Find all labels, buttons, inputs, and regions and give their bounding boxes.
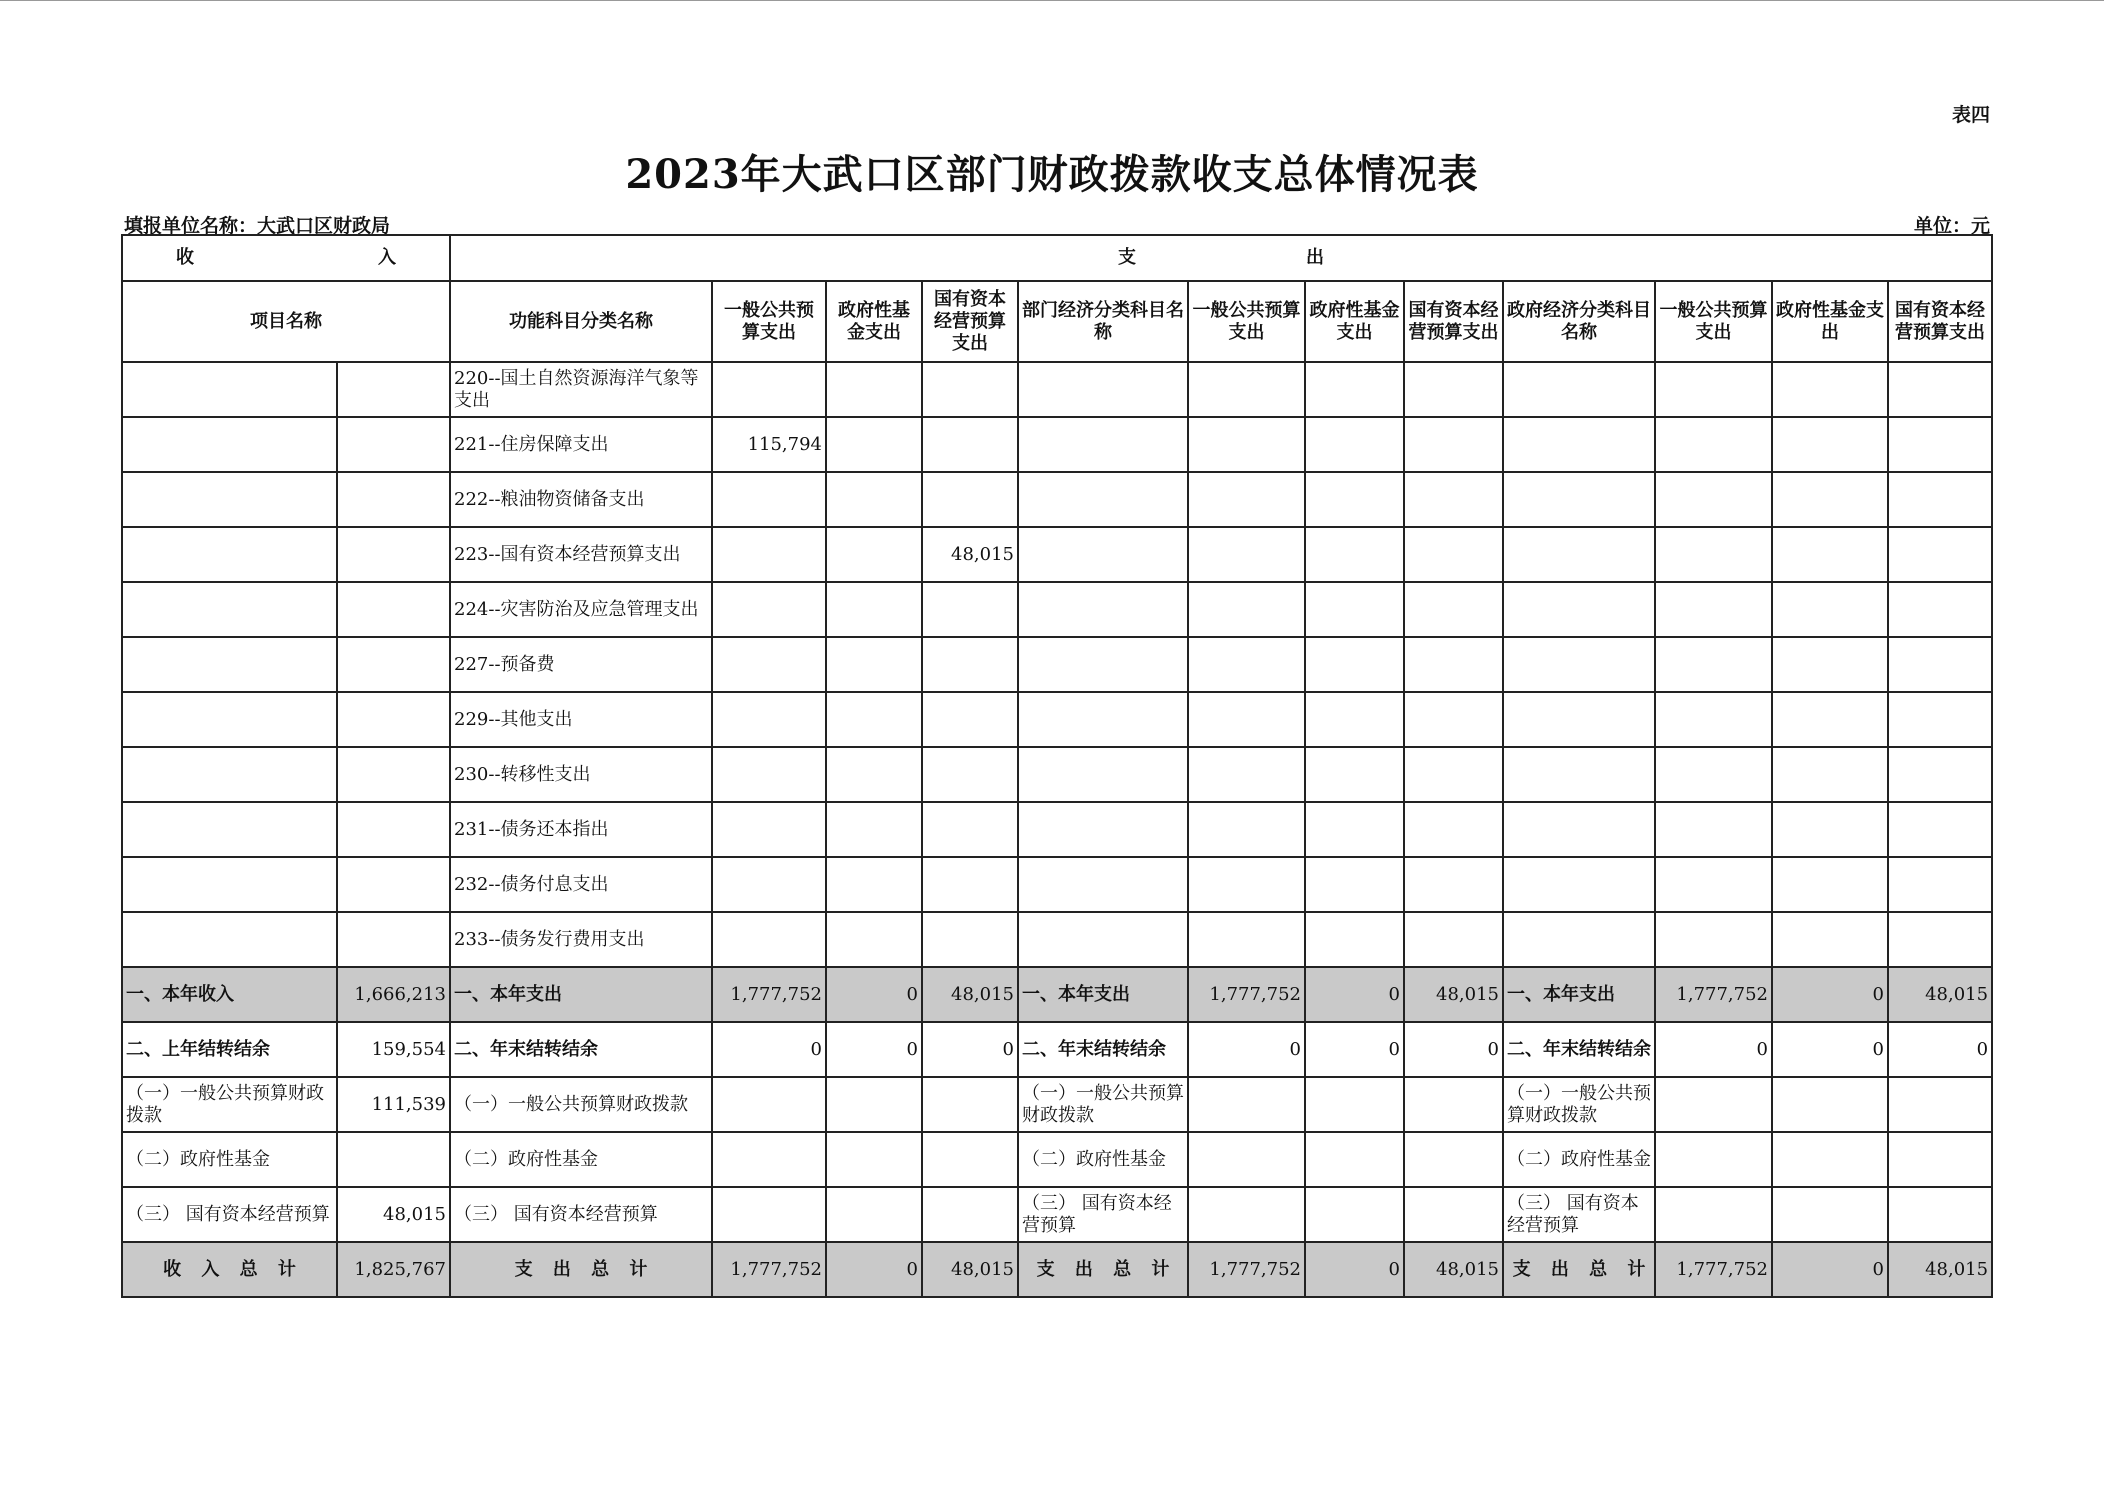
empty-cell	[922, 1077, 1018, 1132]
gov-gov-fund-value: 0	[1772, 967, 1888, 1022]
empty-cell	[1772, 912, 1888, 967]
empty-cell	[1018, 417, 1188, 472]
func-gov-fund-value	[826, 362, 922, 417]
empty-cell	[1888, 1132, 1992, 1187]
empty-cell	[1305, 802, 1404, 857]
empty-cell	[1503, 692, 1655, 747]
empty-cell	[1305, 692, 1404, 747]
func-gen-public-value: 1,777,752	[712, 967, 826, 1022]
empty-cell	[1404, 362, 1503, 417]
func-state-capital-value: 0	[922, 1022, 1018, 1077]
gov-expense-label: 一、本年支出	[1503, 967, 1655, 1022]
empty-cell	[1404, 1077, 1503, 1132]
func-gen-public-value	[712, 747, 826, 802]
func-state-capital-value	[922, 747, 1018, 802]
gov-expense-label: 二、年末结转结余	[1503, 1022, 1655, 1077]
empty-cell	[1018, 362, 1188, 417]
func-gov-fund-value	[826, 582, 922, 637]
dept-state-capital-value: 48,015	[1404, 1242, 1503, 1297]
income-item-cell	[122, 417, 337, 472]
empty-cell	[1655, 637, 1772, 692]
income-item-cell	[122, 692, 337, 747]
income-label: 收 入 总 计	[122, 1242, 337, 1297]
income-value: 1,825,767	[337, 1242, 450, 1297]
empty-cell	[1888, 747, 1992, 802]
dept-gov-fund-value: 0	[1305, 1022, 1404, 1077]
empty-cell	[1888, 582, 1992, 637]
func-state-capital-value	[922, 912, 1018, 967]
func-gov-fund-value	[826, 637, 922, 692]
carryover-row	[122, 1022, 1992, 1077]
func-gen-public-value: 1,777,752	[712, 1242, 826, 1297]
empty-cell	[1888, 802, 1992, 857]
func-class-name: 229--其他支出	[450, 692, 712, 747]
empty-cell	[1188, 692, 1305, 747]
income-value-cell	[337, 362, 450, 417]
empty-cell	[1655, 582, 1772, 637]
func-class-name: 230--转移性支出	[450, 747, 712, 802]
func-gen-public-value	[712, 362, 826, 417]
func-state-capital-value	[922, 472, 1018, 527]
dept-gen-public-value: 0	[1188, 1022, 1305, 1077]
empty-cell	[712, 1187, 826, 1242]
empty-cell	[1305, 1187, 1404, 1242]
empty-cell	[1888, 1077, 1992, 1132]
func-gov-fund-value: 0	[826, 1022, 922, 1077]
empty-cell	[1018, 692, 1188, 747]
func-gov-fund-value	[826, 747, 922, 802]
empty-cell	[1188, 637, 1305, 692]
income-value-cell	[337, 747, 450, 802]
empty-cell	[1772, 472, 1888, 527]
appropriation-table	[121, 234, 1993, 1298]
func-gov-fund-value	[826, 912, 922, 967]
empty-cell	[1188, 582, 1305, 637]
col-func-class: 功能科目分类名称	[450, 281, 712, 362]
func-state-capital-value	[922, 692, 1018, 747]
empty-cell	[1305, 637, 1404, 692]
gov-gov-fund-value: 0	[1772, 1242, 1888, 1297]
empty-cell	[1018, 802, 1188, 857]
empty-cell	[1772, 692, 1888, 747]
empty-cell	[1404, 692, 1503, 747]
col-state-capital-2: 国有资本经营预算支出	[1404, 281, 1503, 362]
gov-sub-label: （三） 国有资本经营预算	[1503, 1187, 1655, 1242]
empty-cell	[1655, 857, 1772, 912]
header-row-top	[122, 235, 1992, 281]
func-gov-fund-value: 0	[826, 1242, 922, 1297]
dept-expense-label: 二、年末结转结余	[1018, 1022, 1188, 1077]
empty-cell	[1404, 857, 1503, 912]
totals-row	[122, 1242, 1992, 1297]
empty-cell	[1888, 692, 1992, 747]
func-gen-public-value	[712, 802, 826, 857]
empty-cell	[826, 1187, 922, 1242]
income-sub-label: （二）政府性基金	[122, 1132, 337, 1187]
func-class-name: 231--债务还本指出	[450, 802, 712, 857]
income-sub-value: 48,015	[337, 1187, 450, 1242]
func-gen-public-value	[712, 527, 826, 582]
dept-sub-label: （三） 国有资本经营预算	[1018, 1187, 1188, 1242]
empty-cell	[1305, 747, 1404, 802]
income-item-cell	[122, 362, 337, 417]
empty-cell	[1772, 417, 1888, 472]
func-gen-public-value	[712, 857, 826, 912]
func-expense-label: 二、年末结转结余	[450, 1022, 712, 1077]
empty-cell	[1655, 747, 1772, 802]
func-gen-public-value	[712, 472, 826, 527]
func-state-capital-value: 48,015	[922, 527, 1018, 582]
func-sub-label: （二）政府性基金	[450, 1132, 712, 1187]
func-gov-fund-value	[826, 857, 922, 912]
empty-cell	[1655, 912, 1772, 967]
reporting-unit: 填报单位名称：大武口区财政局	[124, 215, 391, 237]
empty-cell	[1404, 527, 1503, 582]
income-value-cell	[337, 857, 450, 912]
income-item-cell	[122, 637, 337, 692]
empty-cell	[1503, 362, 1655, 417]
dept-sub-label: （一）一般公共预算财政拨款	[1018, 1077, 1188, 1132]
income-header-left: 收	[176, 247, 194, 268]
empty-cell	[922, 1132, 1018, 1187]
header-row-columns	[122, 281, 1992, 362]
func-gen-public-value: 0	[712, 1022, 826, 1077]
func-state-capital-value: 48,015	[922, 967, 1018, 1022]
table-row	[122, 857, 1992, 912]
income-sub-value	[337, 1132, 450, 1187]
func-state-capital-value	[922, 637, 1018, 692]
func-state-capital-value: 48,015	[922, 1242, 1018, 1297]
empty-cell	[1188, 1132, 1305, 1187]
empty-cell	[826, 1077, 922, 1132]
empty-cell	[1772, 637, 1888, 692]
income-item-cell	[122, 472, 337, 527]
func-gov-fund-value	[826, 472, 922, 527]
income-value-cell	[337, 527, 450, 582]
empty-cell	[1503, 472, 1655, 527]
func-state-capital-value	[922, 417, 1018, 472]
income-item-cell	[122, 857, 337, 912]
func-class-name: 233--债务发行费用支出	[450, 912, 712, 967]
empty-cell	[1018, 637, 1188, 692]
income-sub-label: （三） 国有资本经营预算	[122, 1187, 337, 1242]
empty-cell	[1018, 472, 1188, 527]
empty-cell	[1404, 582, 1503, 637]
income-item-cell	[122, 582, 337, 637]
income-item-cell	[122, 747, 337, 802]
empty-cell	[1772, 362, 1888, 417]
empty-cell	[1305, 582, 1404, 637]
sub-row	[122, 1132, 1992, 1187]
empty-cell	[1655, 472, 1772, 527]
func-gov-fund-value	[826, 802, 922, 857]
empty-cell	[1018, 527, 1188, 582]
gov-gen-public-value: 1,777,752	[1655, 1242, 1772, 1297]
func-state-capital-value	[922, 857, 1018, 912]
empty-cell	[1888, 912, 1992, 967]
func-sub-label: （一）一般公共预算财政拨款	[450, 1077, 712, 1132]
dept-gov-fund-value: 0	[1305, 1242, 1404, 1297]
empty-cell	[1404, 417, 1503, 472]
income-item-cell	[122, 527, 337, 582]
empty-cell	[1188, 802, 1305, 857]
income-sub-label: （一）一般公共预算财政拨款	[122, 1077, 337, 1132]
table-row	[122, 417, 1992, 472]
sub-row	[122, 1187, 1992, 1242]
income-value-cell	[337, 692, 450, 747]
empty-cell	[1305, 912, 1404, 967]
empty-cell	[1503, 582, 1655, 637]
empty-cell	[1188, 857, 1305, 912]
func-state-capital-value	[922, 802, 1018, 857]
empty-cell	[1655, 417, 1772, 472]
income-item-cell	[122, 802, 337, 857]
func-class-name: 223--国有资本经营预算支出	[450, 527, 712, 582]
income-sub-value: 111,539	[337, 1077, 450, 1132]
empty-cell	[1305, 1132, 1404, 1187]
income-header	[122, 235, 450, 281]
dept-expense-label: 一、本年支出	[1018, 967, 1188, 1022]
func-class-name: 227--预备费	[450, 637, 712, 692]
empty-cell	[1655, 527, 1772, 582]
col-gov-fund-1: 政府性基金支出	[826, 281, 922, 362]
empty-cell	[1772, 857, 1888, 912]
col-gen-public-1: 一般公共预算支出	[712, 281, 826, 362]
func-gen-public-value	[712, 582, 826, 637]
empty-cell	[1772, 1187, 1888, 1242]
empty-cell	[922, 1187, 1018, 1242]
empty-cell	[1772, 1132, 1888, 1187]
empty-cell	[1888, 362, 1992, 417]
empty-cell	[1888, 1187, 1992, 1242]
empty-cell	[1772, 582, 1888, 637]
empty-cell	[1188, 472, 1305, 527]
empty-cell	[1503, 527, 1655, 582]
dept-state-capital-value: 0	[1404, 1022, 1503, 1077]
income-value-cell	[337, 582, 450, 637]
empty-cell	[1188, 527, 1305, 582]
table-row	[122, 527, 1992, 582]
empty-cell	[1018, 857, 1188, 912]
table-row	[122, 692, 1992, 747]
income-value-cell	[337, 637, 450, 692]
func-state-capital-value	[922, 582, 1018, 637]
empty-cell	[1404, 1132, 1503, 1187]
empty-cell	[1305, 1077, 1404, 1132]
func-state-capital-value	[922, 362, 1018, 417]
empty-cell	[826, 1132, 922, 1187]
func-class-name: 220--国土自然资源海洋气象等支出	[450, 362, 712, 417]
gov-gen-public-value: 1,777,752	[1655, 967, 1772, 1022]
gov-sub-label: （一）一般公共预算财政拨款	[1503, 1077, 1655, 1132]
dept-gov-fund-value: 0	[1305, 967, 1404, 1022]
func-gen-public-value: 115,794	[712, 417, 826, 472]
empty-cell	[1655, 1132, 1772, 1187]
table-number: 表四	[1951, 104, 1990, 126]
income-label: 一、本年收入	[122, 967, 337, 1022]
col-gov-fund-3: 政府性基金支出	[1772, 281, 1888, 362]
empty-cell	[1772, 527, 1888, 582]
empty-cell	[1772, 1077, 1888, 1132]
gov-gen-public-value: 0	[1655, 1022, 1772, 1077]
empty-cell	[1188, 1187, 1305, 1242]
col-state-capital-3: 国有资本经营预算支出	[1888, 281, 1992, 362]
empty-cell	[1772, 747, 1888, 802]
gov-sub-label: （二）政府性基金	[1503, 1132, 1655, 1187]
table-row	[122, 747, 1992, 802]
gov-gov-fund-value: 0	[1772, 1022, 1888, 1077]
empty-cell	[1404, 912, 1503, 967]
current-year-row	[122, 967, 1992, 1022]
col-gen-public-2: 一般公共预算支出	[1188, 281, 1305, 362]
empty-cell	[1188, 362, 1305, 417]
gov-state-capital-value: 48,015	[1888, 967, 1992, 1022]
col-state-capital-1: 国有资本经营预算支出	[922, 281, 1018, 362]
empty-cell	[1018, 582, 1188, 637]
table-row	[122, 362, 1992, 417]
income-header-right: 入	[378, 247, 396, 268]
empty-cell	[1503, 912, 1655, 967]
income-label: 二、上年结转结余	[122, 1022, 337, 1077]
empty-cell	[1018, 912, 1188, 967]
gov-state-capital-value: 48,015	[1888, 1242, 1992, 1297]
empty-cell	[1888, 857, 1992, 912]
expense-header-right: 出	[1306, 247, 1325, 268]
income-value: 1,666,213	[337, 967, 450, 1022]
col-dept-econ: 部门经济分类科目名称	[1018, 281, 1188, 362]
dept-gen-public-value: 1,777,752	[1188, 1242, 1305, 1297]
empty-cell	[1305, 417, 1404, 472]
income-value-cell	[337, 802, 450, 857]
func-gen-public-value	[712, 692, 826, 747]
dept-gen-public-value: 1,777,752	[1188, 967, 1305, 1022]
table-row	[122, 912, 1992, 967]
func-class-name: 232--债务付息支出	[450, 857, 712, 912]
income-value-cell	[337, 417, 450, 472]
expense-header-left: 支	[1118, 247, 1137, 268]
empty-cell	[1305, 472, 1404, 527]
empty-cell	[1305, 857, 1404, 912]
empty-cell	[1655, 362, 1772, 417]
func-gov-fund-value: 0	[826, 967, 922, 1022]
func-gen-public-value	[712, 912, 826, 967]
empty-cell	[1404, 802, 1503, 857]
empty-cell	[1503, 747, 1655, 802]
empty-cell	[1503, 637, 1655, 692]
table-row	[122, 637, 1992, 692]
empty-cell	[1888, 527, 1992, 582]
dept-sub-label: （二）政府性基金	[1018, 1132, 1188, 1187]
empty-cell	[1404, 637, 1503, 692]
empty-cell	[1888, 417, 1992, 472]
empty-cell	[712, 1077, 826, 1132]
table-row	[122, 802, 1992, 857]
gov-state-capital-value: 0	[1888, 1022, 1992, 1077]
empty-cell	[1188, 747, 1305, 802]
empty-cell	[1655, 802, 1772, 857]
empty-cell	[1503, 802, 1655, 857]
sub-row	[122, 1077, 1992, 1132]
empty-cell	[1888, 472, 1992, 527]
empty-cell	[1188, 1077, 1305, 1132]
empty-cell	[1305, 527, 1404, 582]
empty-cell	[1503, 417, 1655, 472]
dept-expense-label: 支 出 总 计	[1018, 1242, 1188, 1297]
func-sub-label: （三） 国有资本经营预算	[450, 1187, 712, 1242]
income-item-cell	[122, 912, 337, 967]
col-gov-econ: 政府经济分类科目名称	[1503, 281, 1655, 362]
income-value-cell	[337, 912, 450, 967]
top-border-line	[0, 0, 2104, 1]
empty-cell	[1188, 912, 1305, 967]
currency-unit: 单位：元	[1913, 215, 1990, 237]
col-item-name: 项目名称	[122, 281, 450, 362]
func-expense-label: 一、本年支出	[450, 967, 712, 1022]
table-row	[122, 472, 1992, 527]
empty-cell	[1404, 472, 1503, 527]
page-title: 2023年大武口区部门财政拨款收支总体情况表	[625, 151, 1479, 198]
empty-cell	[1404, 747, 1503, 802]
func-gov-fund-value	[826, 527, 922, 582]
func-gov-fund-value	[826, 692, 922, 747]
empty-cell	[712, 1132, 826, 1187]
func-class-name: 222--粮油物资储备支出	[450, 472, 712, 527]
func-gen-public-value	[712, 637, 826, 692]
col-gen-public-3: 一般公共预算支出	[1655, 281, 1772, 362]
func-gov-fund-value	[826, 417, 922, 472]
empty-cell	[1404, 1187, 1503, 1242]
func-expense-label: 支 出 总 计	[450, 1242, 712, 1297]
income-value-cell	[337, 472, 450, 527]
empty-cell	[1655, 692, 1772, 747]
empty-cell	[1655, 1077, 1772, 1132]
empty-cell	[1305, 362, 1404, 417]
empty-cell	[1503, 857, 1655, 912]
income-value: 159,554	[337, 1022, 450, 1077]
empty-cell	[1188, 417, 1305, 472]
expense-header	[450, 235, 1992, 281]
col-gov-fund-2: 政府性基金支出	[1305, 281, 1404, 362]
func-class-name: 221--住房保障支出	[450, 417, 712, 472]
empty-cell	[1888, 637, 1992, 692]
func-class-name: 224--灾害防治及应急管理支出	[450, 582, 712, 637]
dept-state-capital-value: 48,015	[1404, 967, 1503, 1022]
gov-expense-label: 支 出 总 计	[1503, 1242, 1655, 1297]
empty-cell	[1772, 802, 1888, 857]
empty-cell	[1018, 747, 1188, 802]
empty-cell	[1655, 1187, 1772, 1242]
table-row	[122, 582, 1992, 637]
